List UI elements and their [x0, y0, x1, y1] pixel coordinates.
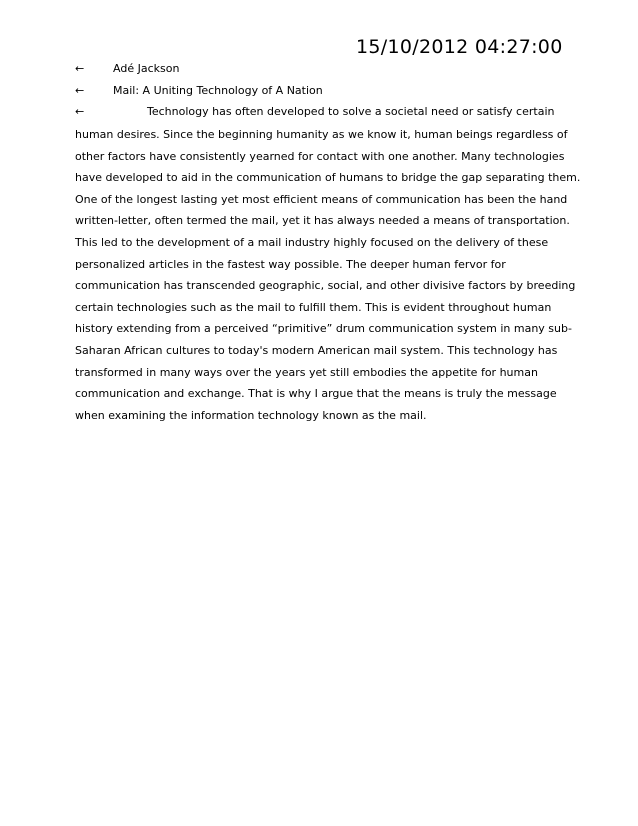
paragraph-line: other factors have consistently yearned for contact with one another. Many technologies [75, 149, 565, 163]
arrow-icon: ← [75, 105, 85, 118]
paragraph-line: human desires. Since the beginning humanity as we know it, human beings regardless of [75, 128, 568, 141]
paragraph-line: communication and exchange. That is why I argue that the means is truly the message [75, 387, 557, 401]
paragraph-first-line [75, 105, 554, 118]
title-line [75, 84, 323, 97]
paragraph-line: have developed to aid in the communication of humans to bridge the gap separating them. [75, 171, 581, 185]
paragraph-line: Saharan African cultures to today's modern American mail system. This technology has [75, 343, 558, 357]
paragraph-line: written-letter, often termed the mail, yet it has always needed a means of transportation. [75, 214, 570, 228]
author-name: Adé Jackson [113, 62, 180, 75]
paragraph-line: communication has transcended geographic, social, and other divisive factors by breeding [75, 279, 576, 293]
document-title: Mail: A Uniting Technology of A Nation [113, 84, 323, 97]
author-line [75, 62, 179, 75]
paragraph-line: history extending from a perceived “primitive” drum communication system in many sub- [75, 322, 572, 336]
arrow-icon: ← [75, 62, 85, 75]
arrow-icon: ← [75, 84, 85, 97]
paragraph-line: transformed in many ways over the years yet still embodies the appetite for human [75, 365, 538, 379]
paragraph-line: One of the longest lasting yet most efficient means of communication has been the hand [75, 192, 568, 206]
paragraph-body [75, 127, 580, 429]
paragraph-line: when examining the information technology known as the mail. [75, 408, 427, 422]
paragraph-first-text: Technology has often developed to solve a societal need or satisfy certain [147, 105, 555, 118]
paragraph-line: This led to the development of a mail industry highly focused on the delivery of these [75, 235, 549, 249]
timestamp: 15/10/2012 04:27:00 [356, 36, 563, 58]
paragraph-line: certain technologies such as the mail to fulfill them. This is evident throughout human [75, 300, 552, 314]
paragraph-line: personalized articles in the fastest way possible. The deeper human fervor for [75, 257, 506, 271]
